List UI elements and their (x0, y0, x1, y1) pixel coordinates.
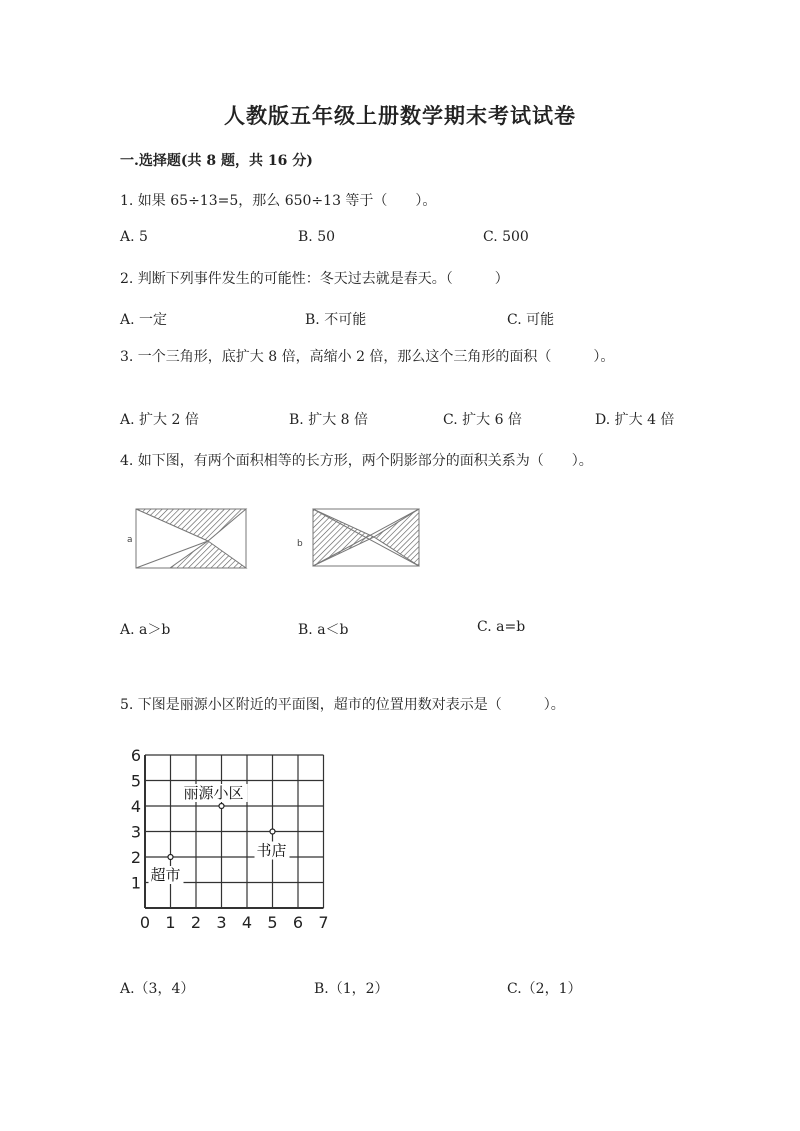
question-5: 5. 下图是丽源小区附近的平面图，超市的位置用数对表示是（ ）。 (120, 697, 565, 713)
q3-option-a[interactable]: A. 扩大 2 倍 (120, 412, 199, 428)
question-4: 4. 如下图，有两个面积相等的长方形，两个阴影部分的面积关系为（ ）。 (120, 453, 593, 469)
q1-option-a[interactable]: A. 5 (120, 229, 148, 245)
place-label: 丽源小区 (183, 784, 244, 802)
place-point (270, 829, 275, 834)
figure-label-a: a (127, 535, 133, 545)
y-tick-label: 5 (130, 771, 142, 791)
q2-option-c[interactable]: C. 可能 (507, 312, 555, 328)
q4-option-b[interactable]: B. a＜b (298, 622, 349, 638)
y-tick-label: 3 (130, 822, 142, 842)
y-tick-label: 1 (130, 873, 142, 893)
q1-option-b[interactable]: B. 50 (298, 229, 336, 245)
q3-option-d[interactable]: D. 扩大 4 倍 (595, 412, 675, 428)
q3-option-b[interactable]: B. 扩大 8 倍 (289, 412, 368, 428)
q5-option-b[interactable]: B.（1，2） (314, 981, 389, 997)
q4-option-c[interactable]: C. a=b (477, 619, 526, 635)
section-heading: 一.选择题(共 8 题，共 16 分) (120, 153, 313, 169)
q5-option-c[interactable]: C.（2，1） (507, 981, 582, 997)
question-3: 3. 一个三角形，底扩大 8 倍，高缩小 2 倍，那么这个三角形的面积（ ）。 (120, 349, 615, 365)
page-title: 人教版五年级上册数学期末考试试卷 (224, 103, 576, 128)
x-tick-label: 3 (216, 913, 227, 932)
q5-option-a[interactable]: A.（3，4） (120, 981, 195, 997)
y-tick-label: 2 (130, 848, 142, 867)
question-2: 2. 判断下列事件发生的可能性：冬天过去就是春天。（ ） (120, 271, 509, 287)
q3-option-c[interactable]: C. 扩大 6 倍 (443, 412, 522, 428)
y-tick-label: 6 (130, 748, 142, 765)
x-tick-label: 1 (165, 913, 176, 932)
x-tick-label: 6 (292, 913, 304, 932)
place-label: 书店 (256, 841, 287, 860)
figure-label-b: b (297, 539, 303, 549)
y-tick-label: 4 (130, 797, 142, 816)
x-tick-label: 4 (241, 913, 253, 932)
x-tick-label: 7 (318, 913, 329, 932)
place-label: 超市 (150, 866, 181, 884)
place-point (168, 855, 173, 860)
q2-option-a[interactable]: A. 一定 (120, 312, 168, 328)
rectangles-figure (120, 500, 440, 580)
grid-map-figure (126, 748, 336, 933)
q1-option-c[interactable]: C. 500 (483, 229, 529, 245)
q2-option-b[interactable]: B. 不可能 (305, 312, 367, 328)
x-tick-label: 0 (139, 913, 151, 932)
question-1: 1. 如果 65÷13=5，那么 650÷13 等于（ ）。 (120, 193, 437, 209)
q4-option-a[interactable]: A. a＞b (120, 622, 171, 638)
place-point (219, 804, 224, 809)
x-tick-label: 5 (267, 913, 278, 932)
x-tick-label: 2 (190, 913, 202, 932)
